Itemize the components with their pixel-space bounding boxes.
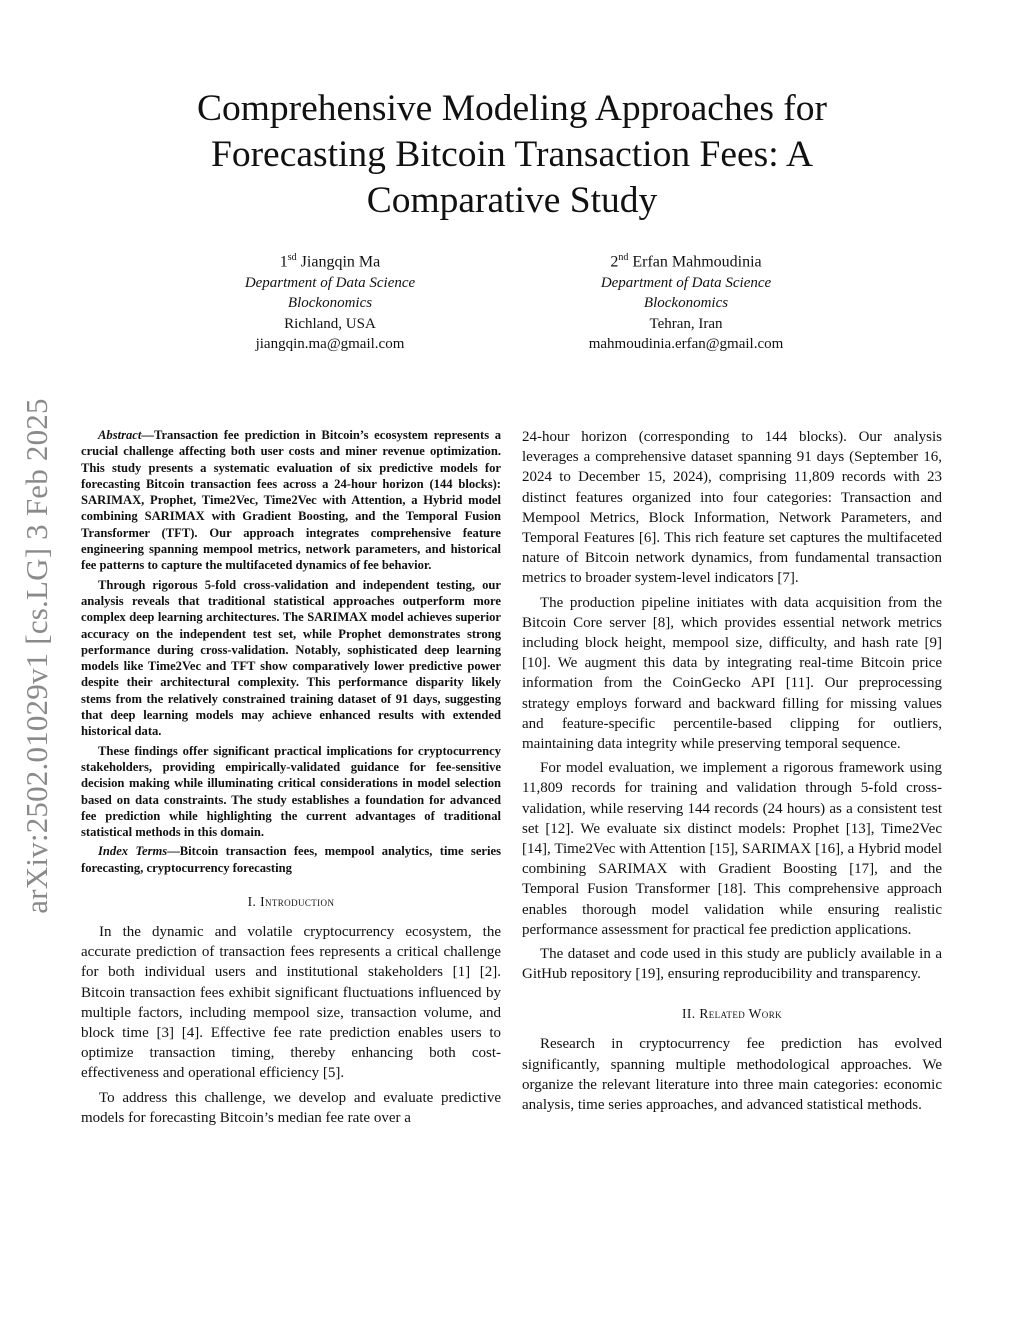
left-column — [81, 427, 501, 1132]
author-ordinal-suffix: sd — [287, 252, 297, 263]
paper-title: Comprehensive Modeling Approaches for Forecasting Bitcoin Transaction Fees: A Comparative Study — [196, 88, 828, 221]
author-department: Department of Data Science — [244, 274, 416, 291]
intro-paragraph-5: The dataset and code used in this study are publicly available in a GitHub repository [19], ensuring reproducibility and transparency. — [522, 946, 942, 983]
section-heading-introduction: I. Introduction — [247, 894, 335, 910]
index-terms-text: —Bitcoin transaction fees, mempool analytics, time series forecasting, cryptocurrency forecasting — [81, 844, 501, 875]
author-location: Tehran, Iran — [649, 315, 723, 332]
index-terms — [81, 843, 501, 876]
author-email: mahmoudinia.erfan@gmail.com — [588, 336, 784, 353]
abstract-paragraph-1 — [81, 427, 501, 574]
author-block-1 — [170, 248, 490, 355]
author-ordinal-suffix: nd — [618, 252, 629, 263]
author-department: Department of Data Science — [600, 274, 772, 291]
abstract-paragraph-3: These findings offer significant practical implications for cryptocurrency stakeholders, providing empirically-validated guidance for fee-sensitive decision making while illuminating critical considerations in model selection based on data constraints. The study establishes a foundation for advanced fee prediction while highlighting the current advantages of traditional statistical methods in this domain. — [81, 743, 501, 840]
intro-paragraph-2: To address this challenge, we develop and evaluate predictive models for forecasting Bitcoin’s median fee rate over a — [81, 1089, 501, 1126]
related-work-paragraph-1: Research in cryptocurrency fee prediction has evolved significantly, spanning multiple methodological approaches. We organize the relevant literature into three main categories: economic analysis, time series approaches, and advanced statistical methods. — [522, 1036, 942, 1114]
abstract-label: Abstract — [98, 428, 142, 442]
author-email: jiangqin.ma@gmail.com — [255, 336, 405, 353]
author-location: Richland, USA — [284, 315, 376, 332]
right-column — [522, 427, 942, 1119]
intro-paragraph-1: In the dynamic and volatile cryptocurrency ecosystem, the accurate prediction of transaction fees represents a critical challenge for both individual users and institutional stakeholders [1] [2]. Bitcoin transaction fees exhibit significant fluctuations influenced by multiple factors, including mempool size, transaction volume, and block time [3] [4]. Effective fee rate prediction enables users to optimize transaction timing, thereby enhancing both cost-effectiveness and operational efficiency [5]. — [81, 924, 501, 1082]
index-terms-label: Index Terms — [98, 844, 168, 859]
author-block-2 — [526, 248, 846, 355]
author-ordinal: 1 — [279, 253, 288, 271]
author-name: Jiangqin Ma — [300, 253, 381, 271]
intro-paragraph-4: For model evaluation, we implement a rigorous framework using 11,809 records for training and validation through 5-fold cross-validation, while reserving 144 records (24 hours) as a consistent test set [12]. We evaluate six distinct models: Prophet [13], Time2Vec [14], Time2Vec with Attention [15], SARIMAX [16], a Hybrid model combining SARIMAX with Gradient Boosting [17], and the Temporal Fusion Transformer [18]. This comprehensive approach enables thorough model validation while ensuring realistic performance assessment for practical fee prediction applications. — [522, 760, 942, 938]
arxiv-stamp: arXiv:2502.01029v1 [cs.LG] 3 Feb 2025 — [19, 398, 54, 914]
author-organization: Blockonomics — [643, 295, 729, 312]
section-heading-related-work: II. Related Work — [681, 1006, 782, 1022]
abstract-text: —Transaction fee prediction in Bitcoin’s ecosystem represents a crucial challenge affecting both user costs and miner revenue optimization. This study presents a systematic evaluation of six predictive models for forecasting Bitcoin transaction fees across a 24-hour horizon (144 blocks): SARIMAX, Prophet, Time2Vec, Time2Vec with Attention, a Hybrid model combining SARIMAX with Gradient Boosting, and the Temporal Fusion Transformer (TFT). Our approach integrates comprehensive feature engineering spanning mempool metrics, network parameters, and historical fee patterns to capture the multifaceted dynamics of fee behavior. — [81, 428, 501, 573]
author-ordinal: 2 — [610, 253, 619, 271]
intro-paragraph-3: The production pipeline initiates with data acquisition from the Bitcoin Core server [8], which provides essential network metrics including block height, mempool size, difficulty, and hash rate [9] [10]. We augment this data by integrating real-time Bitcoin price information from the CoinGecko API [11]. Our preprocessing strategy employs forward and backward filling for missing values and feature-specific percentile-based clipping for outliers, maintaining data integrity while preserving temporal sequence. — [522, 594, 942, 753]
abstract-paragraph-2: Through rigorous 5-fold cross-validation and independent testing, our analysis reveals that traditional statistical approaches outperform more complex deep learning architectures. The SARIMAX model achieves superior accuracy on the independent test set, while Prophet demonstrates strong performance during cross-validation. Notably, sophisticated deep learning models like Time2Vec and TFT show comparatively lower predictive power despite their architectural complexity. This performance disparity likely stems from the relatively constrained training dataset of 91 days, suggesting that deep learning models may achieve enhanced results with extended historical data. — [81, 577, 501, 739]
author-name: Erfan Mahmoudinia — [632, 253, 762, 271]
author-name-line — [526, 248, 846, 273]
author-organization: Blockonomics — [287, 295, 373, 312]
intro-paragraph-2-continued: 24-hour horizon (corresponding to 144 blocks). Our analysis leverages a comprehensive dataset spanning 91 days (September 16, 2024 to December 15, 2024), comprising 11,809 records with 23 distinct features organized into four categories: Transaction and Mempool Metrics, Block Information, Network Parameters, and Temporal Features [6]. This rich feature set captures the multifaceted nature of Bitcoin network dynamics, from fundamental transaction metrics to broader system-level indicators [7]. — [522, 429, 942, 587]
author-name-line — [170, 248, 490, 273]
